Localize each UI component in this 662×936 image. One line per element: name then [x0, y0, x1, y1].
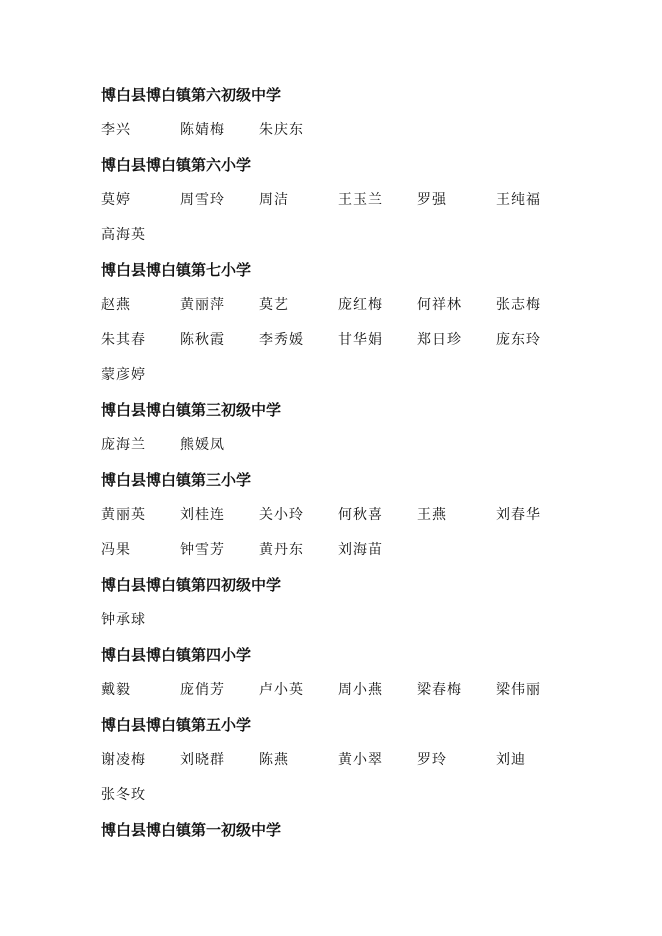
person-name: 黄小翠 [338, 752, 383, 768]
school-title: 博白县博白镇第四小学 [101, 646, 252, 664]
person-name: 何秋喜 [338, 507, 383, 523]
school-title: 博白县博白镇第六初级中学 [101, 86, 282, 104]
person-name: 梁伟丽 [496, 682, 541, 698]
person-name: 黄丽英 [101, 507, 146, 523]
person-name: 高海英 [101, 227, 146, 243]
school-title: 博白县博白镇第六小学 [101, 156, 252, 174]
person-name: 朱庆东 [259, 122, 304, 138]
person-name: 周雪玲 [180, 192, 225, 208]
name-list [101, 190, 581, 245]
name-list [101, 610, 581, 630]
person-name: 赵燕 [101, 297, 131, 313]
person-name: 陈秋霞 [180, 332, 225, 348]
name-list [101, 295, 581, 385]
person-name: 梁春梅 [417, 682, 462, 698]
person-name: 莫艺 [259, 297, 289, 313]
name-list [101, 435, 581, 455]
person-name: 陈婧梅 [180, 122, 225, 138]
person-name: 李兴 [101, 122, 131, 138]
person-name: 罗强 [417, 192, 447, 208]
person-name: 郑日珍 [417, 332, 462, 348]
person-name: 周小燕 [338, 682, 383, 698]
person-name: 钟承球 [101, 612, 146, 628]
school-section [101, 85, 581, 140]
person-name: 王纯福 [496, 192, 541, 208]
school-title: 博白县博白镇第五小学 [101, 716, 252, 734]
person-name: 庞海兰 [101, 437, 146, 453]
person-name: 刘海苗 [338, 542, 383, 558]
school-section [101, 400, 581, 455]
school-title: 博白县博白镇第四初级中学 [101, 576, 282, 594]
school-section [101, 260, 581, 385]
person-name: 刘春华 [496, 507, 541, 523]
person-name: 关小玲 [259, 507, 304, 523]
person-name: 戴毅 [101, 682, 131, 698]
person-name: 冯果 [101, 542, 131, 558]
person-name: 周洁 [259, 192, 289, 208]
person-name: 李秀媛 [259, 332, 304, 348]
school-section [101, 715, 581, 805]
person-name: 刘晓群 [180, 752, 225, 768]
school-title: 博白县博白镇第三小学 [101, 471, 252, 489]
school-section [101, 575, 581, 630]
school-title: 博白县博白镇第一初级中学 [101, 821, 282, 839]
name-list [101, 750, 581, 805]
person-name: 庞俏芳 [180, 682, 225, 698]
person-name: 熊媛凤 [180, 437, 225, 453]
person-name: 庞红梅 [338, 297, 383, 313]
person-name: 钟雪芳 [180, 542, 225, 558]
person-name: 莫婷 [101, 192, 131, 208]
school-title: 博白县博白镇第七小学 [101, 261, 252, 279]
person-name: 张志梅 [496, 297, 541, 313]
person-name: 何祥林 [417, 297, 462, 313]
school-section [101, 155, 581, 245]
person-name: 蒙彦婷 [101, 367, 146, 383]
school-section [101, 820, 581, 840]
person-name: 刘桂连 [180, 507, 225, 523]
person-name: 陈燕 [259, 752, 289, 768]
person-name: 谢凌梅 [101, 752, 146, 768]
person-name: 朱其春 [101, 332, 146, 348]
person-name: 王燕 [417, 507, 447, 523]
person-name: 王玉兰 [338, 192, 383, 208]
person-name: 刘迪 [496, 752, 526, 768]
person-name: 庞东玲 [496, 332, 541, 348]
person-name: 黄丹东 [259, 542, 304, 558]
person-name: 卢小英 [259, 682, 304, 698]
person-name: 黄丽萍 [180, 297, 225, 313]
name-list [101, 680, 581, 700]
school-section [101, 470, 581, 560]
school-title: 博白县博白镇第三初级中学 [101, 401, 282, 419]
person-name: 罗玲 [417, 752, 447, 768]
person-name: 甘华娟 [338, 332, 383, 348]
name-list [101, 505, 581, 560]
school-section [101, 645, 581, 700]
person-name: 张冬玫 [101, 787, 146, 803]
document-page [101, 85, 581, 840]
name-list [101, 120, 581, 140]
